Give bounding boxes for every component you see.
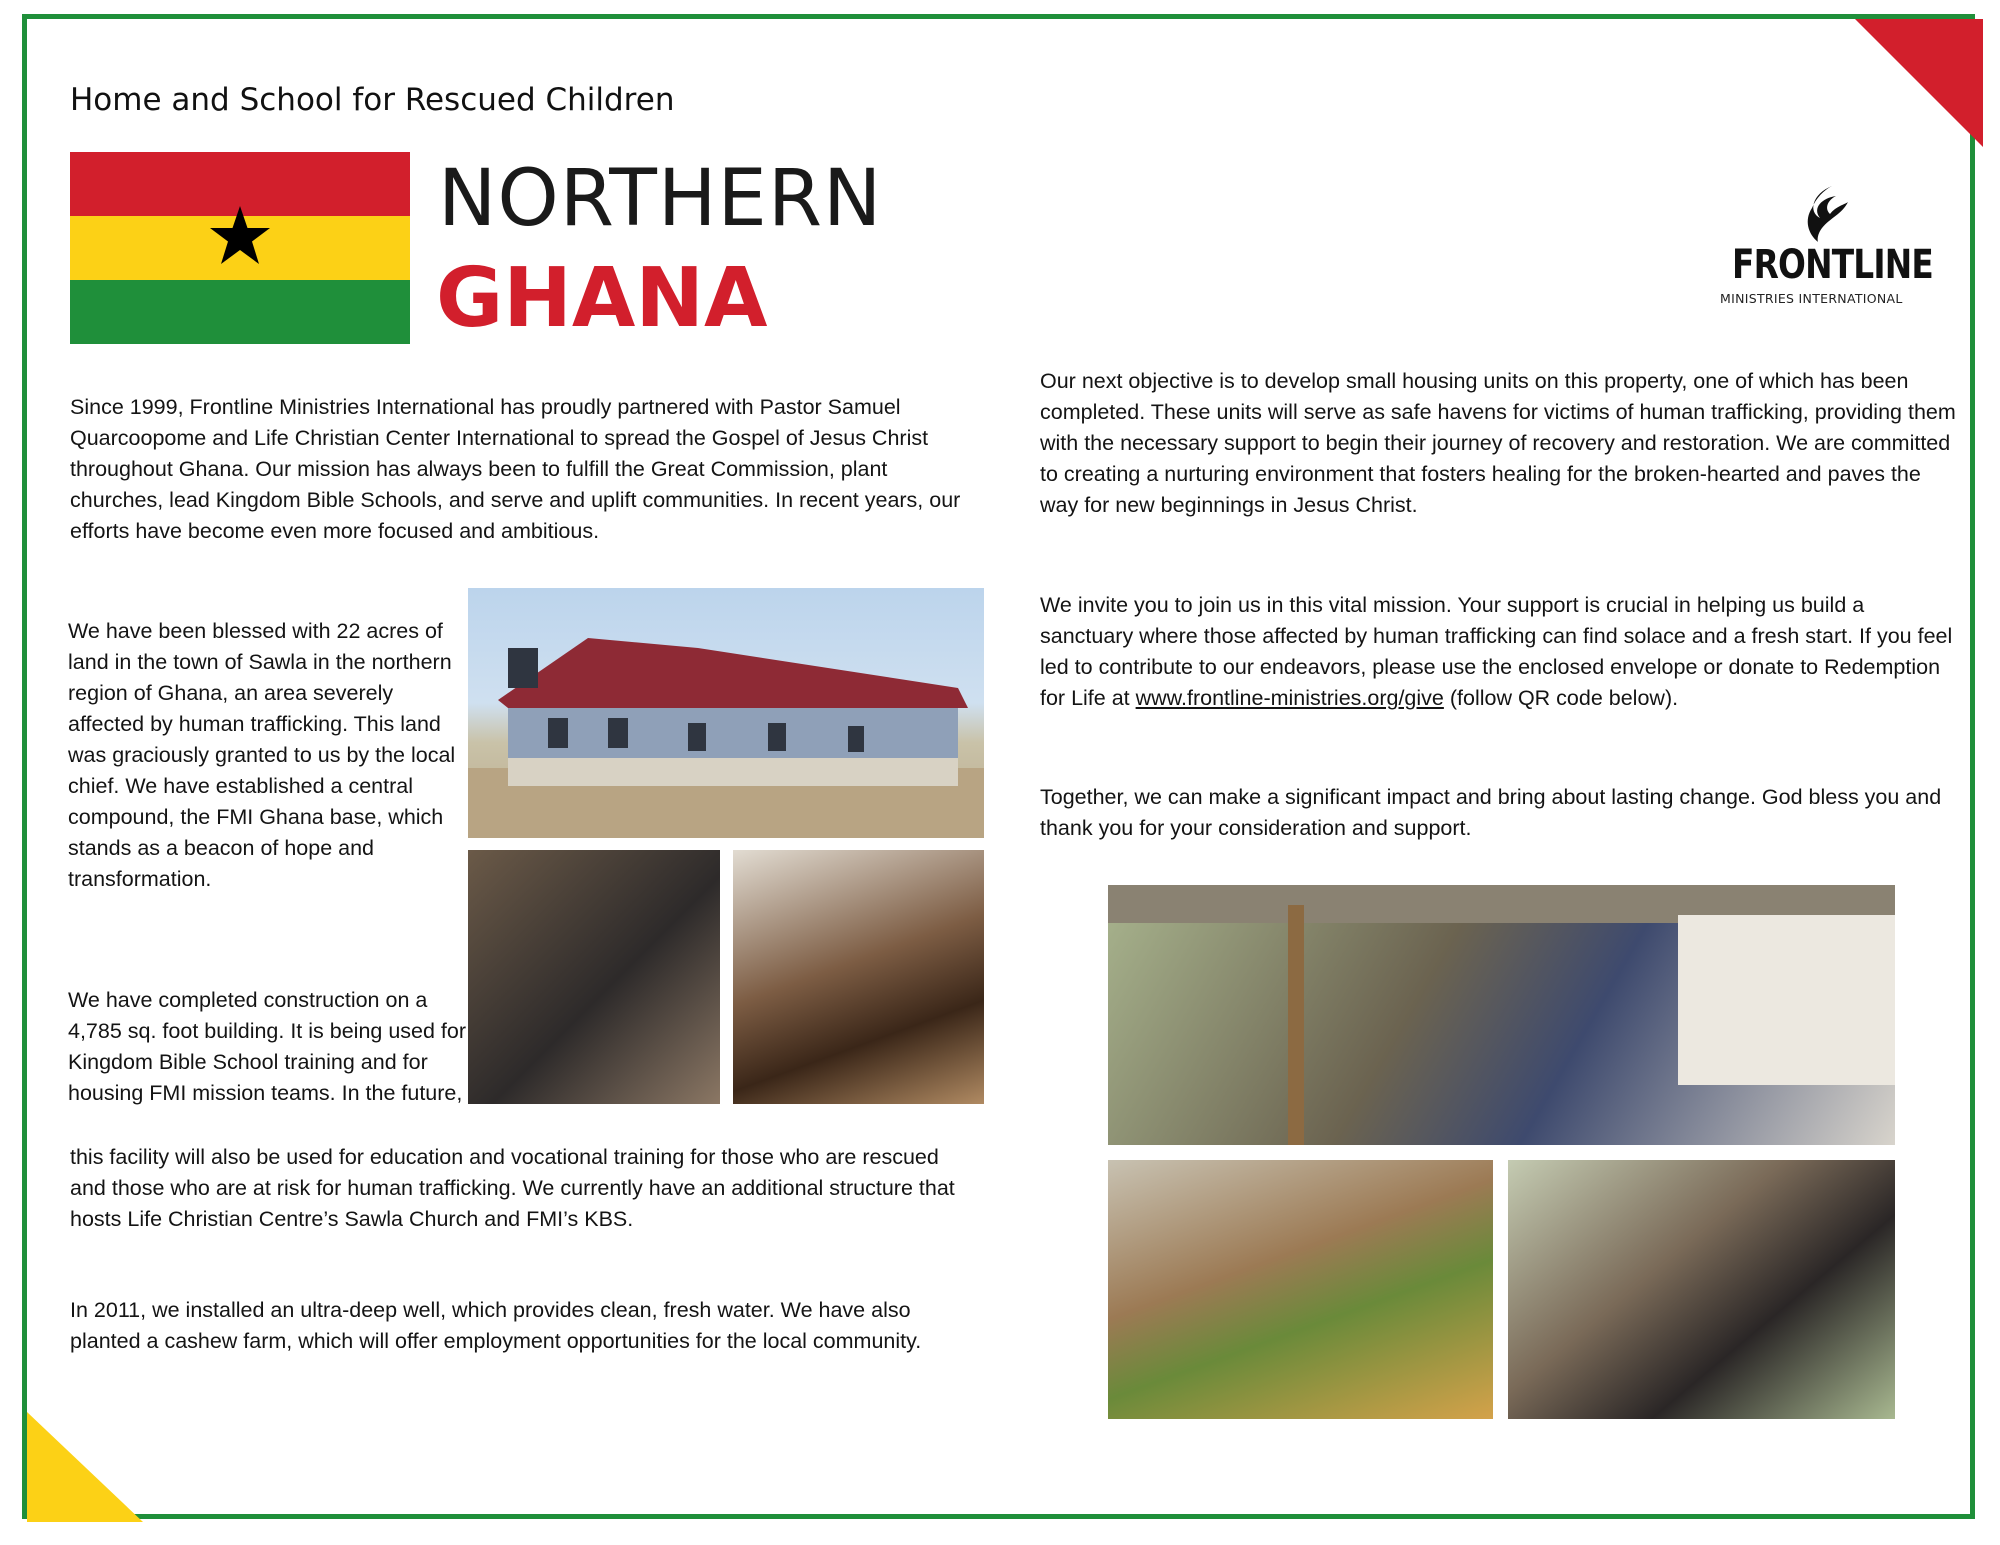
construction-paragraph-continued: this facility will also be used for education and vocational training for those who are rescued and those who are at risk for human trafficking. We currently have an additional structure that hosts Life Christian Centre’s Sawla Church and FMI’s KBS. (70, 1145, 955, 1231)
invite-text-end: (follow QR code below). (1443, 686, 1679, 710)
invite-text: We invite you to join us in this vital mission. Your support is crucial in helping us build a sanctuary where those affected by human trafficking can find solace and a fresh start. If you feel led to contribute to our endeavors, please use the enclosed envelope or donate to Redemption for Life at (1040, 593, 1953, 710)
ghana-flag (70, 152, 410, 344)
flag-yellow-band (70, 216, 410, 280)
construction-paragraph-start: We have completed construction on a 4,785 sq. foot building. It is being used for Kingdom Bible School training and for housing FMI mission teams. In the future, (68, 988, 467, 1105)
corner-accent-red (1855, 19, 1983, 147)
well-paragraph: In 2011, we installed an ultra-deep well, which provides clean, fresh water. We have also planted a cashew farm, which will offer employment opportunities for the local community. (70, 1298, 922, 1353)
intro-paragraph: Since 1999, Frontline Ministries International has proudly partnered with Pastor Samuel Quarcoopome and Life Christian Center International to spread the Gospel of Jesus Christ throughout Ghana. Our mission has always been to fulfill the Great Commission, plant churches, lead Kingdom Bible Schools, and serve and uplift communities. In recent years, our efforts have become even more focused and ambitious. (70, 395, 961, 543)
flame-icon (1802, 184, 1850, 244)
logo-tagline: MINISTRIES INTERNATIONAL (1720, 291, 1903, 306)
donate-link[interactable]: www.frontline-ministries.org/give (1135, 686, 1444, 710)
logo-name: FRONTLINE (1732, 242, 1933, 288)
corner-accent-yellow (27, 1412, 143, 1522)
invite-paragraph (1040, 590, 1960, 714)
page-title-line2: GHANA (436, 251, 768, 346)
building-illustration (468, 588, 984, 838)
star-icon (208, 204, 272, 268)
worship-team-photo (1108, 885, 1895, 1145)
land-paragraph: We have been blessed with 22 acres of land in the town of Sawla in the northern region of Ghana, an area severely affected by human trafficking. This land was graciously granted to us by the local chief. We have established a central compound, the FMI Ghana base, which stands as a beacon of hope and transformation. (68, 619, 456, 891)
frontline-logo (1720, 180, 1933, 310)
building-photo (468, 588, 984, 838)
worship-illustration (1108, 885, 1895, 1145)
woman-with-child-photo (1508, 1160, 1895, 1419)
women-photo (468, 850, 720, 1104)
page-title-line1: NORTHERN (438, 154, 883, 244)
flag-green-band (70, 280, 410, 344)
closing-paragraph: Together, we can make a significant impact and bring about lasting change. God bless you and thank you for your consideration and support. (1040, 785, 1942, 840)
children-photo (1108, 1160, 1493, 1419)
boy-photo (733, 850, 984, 1104)
objective-paragraph: Our next objective is to develop small housing units on this property, one of which has been completed. These units will serve as safe havens for victims of human trafficking, providing them with the necessary support to begin their journey of recovery and restoration. We are committed to creating a nurturing environment that fosters healing for the broken-hearted and paves the way for new beginnings in Jesus Christ. (1040, 369, 1956, 517)
page-subtitle: Home and School for Rescued Children (70, 82, 675, 118)
